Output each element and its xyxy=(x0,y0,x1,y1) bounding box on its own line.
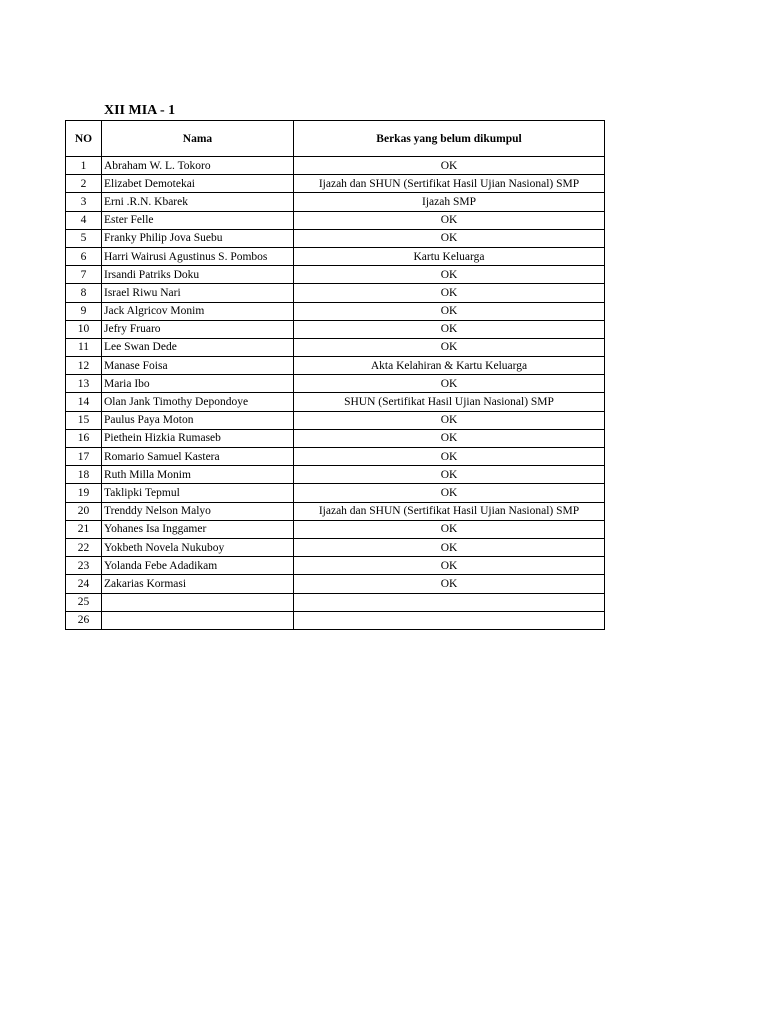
student-name: Zakarias Kormasi xyxy=(102,575,294,593)
student-name: Jefry Fruaro xyxy=(102,320,294,338)
student-name: Paulus Paya Moton xyxy=(102,411,294,429)
student-name: Yokbeth Novela Nukuboy xyxy=(102,538,294,556)
missing-documents: OK xyxy=(294,211,605,229)
table-row xyxy=(66,302,605,320)
row-number: 12 xyxy=(66,357,102,375)
missing-documents: OK xyxy=(294,466,605,484)
table-row xyxy=(66,611,605,629)
table-header xyxy=(66,121,605,157)
table-row xyxy=(66,429,605,447)
student-name: Franky Philip Jova Suebu xyxy=(102,229,294,247)
missing-documents: Ijazah SMP xyxy=(294,193,605,211)
sheet-title: XII MIA - 1 xyxy=(104,103,176,118)
table-row xyxy=(66,520,605,538)
table-row xyxy=(66,502,605,520)
row-number: 22 xyxy=(66,538,102,556)
row-number: 13 xyxy=(66,375,102,393)
student-name: Trenddy Nelson Malyo xyxy=(102,502,294,520)
table-row xyxy=(66,157,605,175)
student-name: Elizabet Demotekai xyxy=(102,175,294,193)
student-name: Yohanes Isa Inggamer xyxy=(102,520,294,538)
missing-documents xyxy=(294,611,605,629)
table-row xyxy=(66,466,605,484)
missing-documents: OK xyxy=(294,266,605,284)
row-number: 3 xyxy=(66,193,102,211)
missing-documents: OK xyxy=(294,320,605,338)
missing-documents: Ijazah dan SHUN (Sertifikat Hasil Ujian Nasional) SMP xyxy=(294,502,605,520)
header-row xyxy=(66,121,605,157)
row-number: 11 xyxy=(66,338,102,356)
student-name: Ruth Milla Monim xyxy=(102,466,294,484)
header-nama: Nama xyxy=(102,121,294,157)
student-name xyxy=(102,611,294,629)
row-number: 7 xyxy=(66,266,102,284)
header-no: NO xyxy=(66,121,102,157)
student-name: Yolanda Febe Adadikam xyxy=(102,557,294,575)
student-documents-table xyxy=(65,120,605,630)
table-row xyxy=(66,247,605,265)
student-name: Erni .R.N. Kbarek xyxy=(102,193,294,211)
row-number: 9 xyxy=(66,302,102,320)
row-number: 18 xyxy=(66,466,102,484)
row-number: 8 xyxy=(66,284,102,302)
missing-documents: Kartu Keluarga xyxy=(294,247,605,265)
row-number: 19 xyxy=(66,484,102,502)
header-berkas: Berkas yang belum dikumpul xyxy=(294,121,605,157)
row-number: 26 xyxy=(66,611,102,629)
student-name xyxy=(102,593,294,611)
table-row xyxy=(66,211,605,229)
row-number: 5 xyxy=(66,229,102,247)
student-name: Ester Felle xyxy=(102,211,294,229)
row-number: 25 xyxy=(66,593,102,611)
table-row xyxy=(66,593,605,611)
table-row xyxy=(66,338,605,356)
student-name: Maria Ibo xyxy=(102,375,294,393)
student-name: Abraham W. L. Tokoro xyxy=(102,157,294,175)
table-row xyxy=(66,538,605,556)
student-name: Piethein Hizkia Rumaseb xyxy=(102,429,294,447)
row-number: 16 xyxy=(66,429,102,447)
row-number: 15 xyxy=(66,411,102,429)
student-name: Lee Swan Dede xyxy=(102,338,294,356)
table-row xyxy=(66,375,605,393)
missing-documents: OK xyxy=(294,338,605,356)
table-row xyxy=(66,448,605,466)
row-number: 14 xyxy=(66,393,102,411)
missing-documents: OK xyxy=(294,302,605,320)
row-number: 4 xyxy=(66,211,102,229)
row-number: 2 xyxy=(66,175,102,193)
missing-documents: OK xyxy=(294,411,605,429)
table-row xyxy=(66,484,605,502)
missing-documents: SHUN (Sertifikat Hasil Ujian Nasional) SMP xyxy=(294,393,605,411)
row-number: 1 xyxy=(66,157,102,175)
row-number: 20 xyxy=(66,502,102,520)
missing-documents: Ijazah dan SHUN (Sertifikat Hasil Ujian Nasional) SMP xyxy=(294,175,605,193)
row-number: 10 xyxy=(66,320,102,338)
missing-documents: OK xyxy=(294,284,605,302)
table-row xyxy=(66,229,605,247)
missing-documents: OK xyxy=(294,484,605,502)
missing-documents: OK xyxy=(294,157,605,175)
missing-documents: OK xyxy=(294,229,605,247)
missing-documents: OK xyxy=(294,557,605,575)
missing-documents: OK xyxy=(294,538,605,556)
table-row xyxy=(66,411,605,429)
missing-documents: OK xyxy=(294,575,605,593)
student-name: Olan Jank Timothy Depondoye xyxy=(102,393,294,411)
table-row xyxy=(66,175,605,193)
row-number: 23 xyxy=(66,557,102,575)
missing-documents: OK xyxy=(294,375,605,393)
table-row xyxy=(66,284,605,302)
missing-documents: OK xyxy=(294,520,605,538)
missing-documents: OK xyxy=(294,429,605,447)
missing-documents: OK xyxy=(294,448,605,466)
table-row xyxy=(66,557,605,575)
table-body xyxy=(66,157,605,630)
table-row xyxy=(66,357,605,375)
table-row xyxy=(66,193,605,211)
student-name: Jack Algricov Monim xyxy=(102,302,294,320)
row-number: 6 xyxy=(66,247,102,265)
table-row xyxy=(66,575,605,593)
table-row xyxy=(66,393,605,411)
table-row xyxy=(66,266,605,284)
student-name: Taklipki Tepmul xyxy=(102,484,294,502)
student-name: Irsandi Patriks Doku xyxy=(102,266,294,284)
missing-documents xyxy=(294,593,605,611)
table-row xyxy=(66,320,605,338)
row-number: 24 xyxy=(66,575,102,593)
student-name: Harri Wairusi Agustinus S. Pombos xyxy=(102,247,294,265)
row-number: 17 xyxy=(66,448,102,466)
student-name: Israel Riwu Nari xyxy=(102,284,294,302)
student-name: Romario Samuel Kastera xyxy=(102,448,294,466)
student-name: Manase Foisa xyxy=(102,357,294,375)
missing-documents: Akta Kelahiran & Kartu Keluarga xyxy=(294,357,605,375)
row-number: 21 xyxy=(66,520,102,538)
